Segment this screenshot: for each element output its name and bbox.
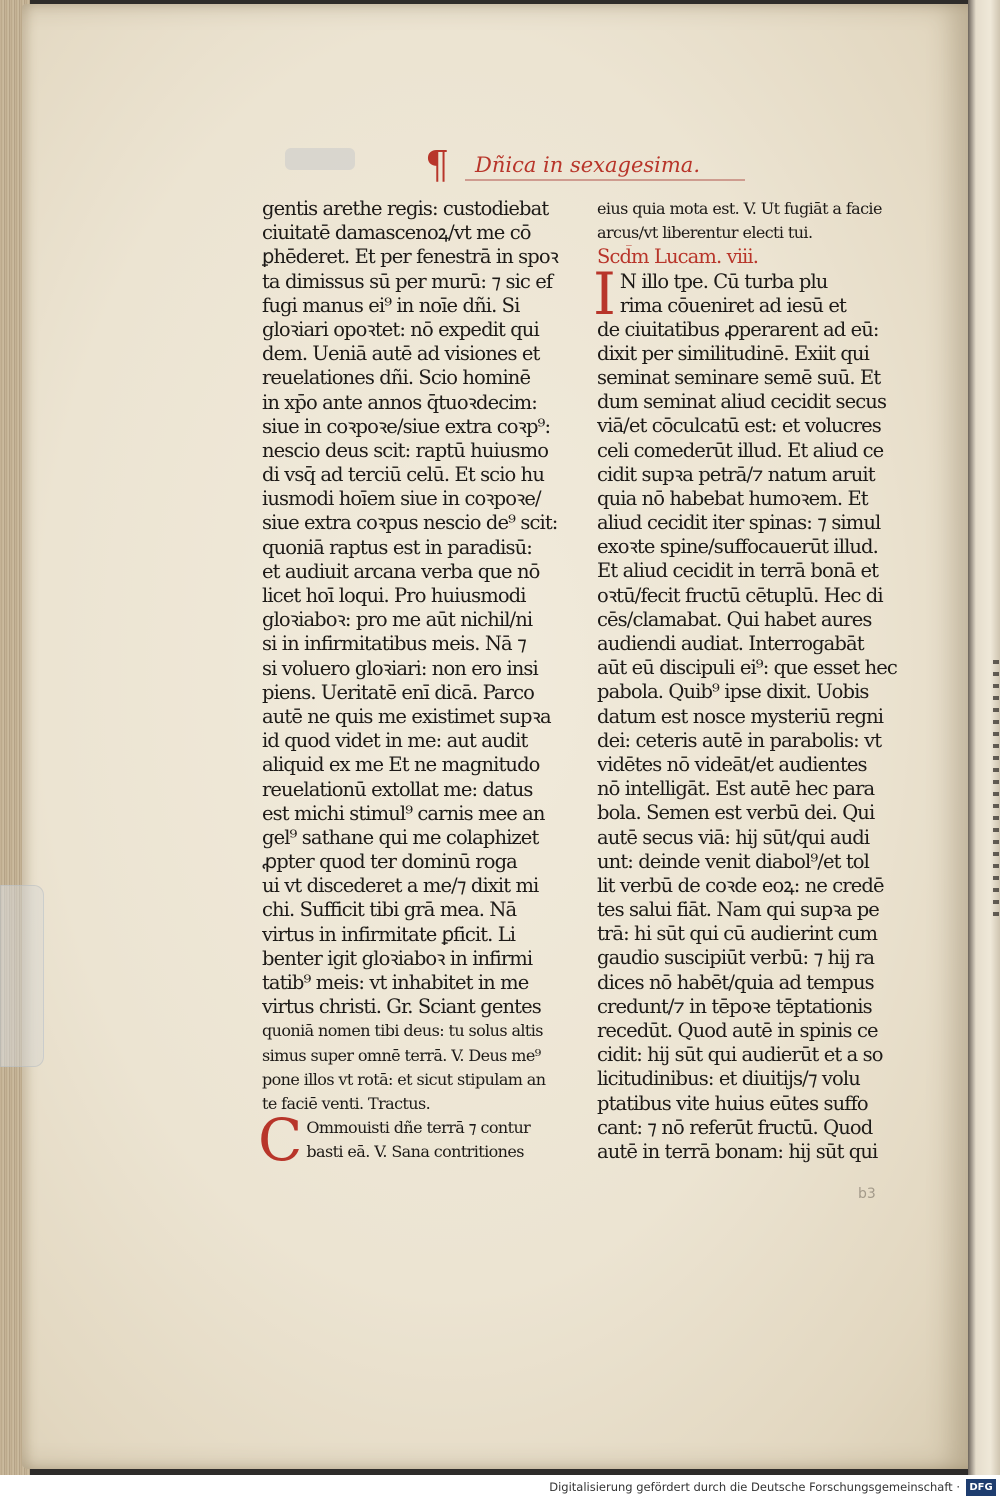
text-line: licet hoī loqui. Pro huiusmodi	[262, 584, 526, 607]
text-line: pabola. Quib⁹ ipse dixit. Uobis	[597, 680, 869, 704]
text-line: ta dimissus sū per murū: ⁊ sic ef	[262, 269, 553, 293]
footer-credit: Digitalisierung gefördert durch die Deutsche Forschungsgemeinschaft ·	[549, 1480, 960, 1494]
drop-cap-initial: I	[593, 259, 616, 328]
antiphon-line: quoniā nomen tibi deus: tu solus altis	[262, 1021, 543, 1041]
header-title: Dñica in sexagesima.	[475, 153, 700, 177]
text-line: siue extra coꝛpus nescio de⁹ scit:	[262, 511, 558, 535]
text-line: vidētes nō videāt/et audientes	[597, 752, 867, 776]
text-line: licitudinibus: et diuitijs/⁊ volu	[597, 1067, 860, 1091]
text-line: iusmodi hoīem siue in coꝛpoꝛe/	[262, 487, 541, 511]
verse-line: eius quia mota est. V. Ut fugiāt a facie	[597, 199, 882, 218]
text-line: cidit: hij sūt qui audierūt et a so	[597, 1043, 883, 1067]
text-line: si voluero gloꝛiari: non ero insi	[262, 656, 538, 680]
text-line: dem. Ueniā autē ad visiones et	[262, 342, 540, 366]
text-line: audiendi audiat. Interrogabāt	[597, 632, 864, 655]
text-line: ꝑhēderet. Et per fenestrā in spoꝛ	[262, 245, 559, 269]
footer-bar	[0, 1475, 1000, 1501]
text-line: cidit supꝛa petrā/⁊ natum aruit	[597, 462, 875, 486]
verse-line: arcus/vt liberentur electi tui.	[597, 223, 813, 243]
running-header	[425, 145, 745, 190]
text-line: benter igit gloꝛiaboꝛ in infirmi	[262, 946, 533, 970]
text-line: gloꝛiaboꝛ: pro me aūt nichil/ni	[262, 608, 533, 632]
antiphon-line: te faciē venti. Tractus.	[262, 1093, 431, 1113]
text-line: tatib⁹ meis: vt inhabitet in me	[262, 971, 529, 994]
text-line: gel⁹ sathane qui me colaphizet	[262, 825, 539, 849]
text-line: oꝛtū/fecit fructū cētuplū. Hec di	[597, 583, 883, 607]
text-line: siue in coꝛpoꝛe/siue extra coꝛp⁹:	[262, 414, 551, 438]
text-line: ui vt discederet a me/⁊ dixit mi	[262, 874, 539, 898]
text-line: de ciuitatibus ꝓperarent ad eū:	[597, 317, 879, 341]
right-text-column	[593, 197, 912, 1164]
text-line: tes salui fiāt. Nam qui supꝛa pe	[597, 898, 879, 922]
facing-page-text-fragment	[993, 660, 999, 920]
text-line: virtus in infirmitate ꝑficit. Li	[262, 922, 516, 946]
text-line: reuelationū extollat me: datus	[262, 777, 533, 801]
text-line: recedūt. Quod autē in spinis ce	[597, 1019, 878, 1042]
text-line: gaudio suscipiūt verbū: ⁊ hij ra	[597, 946, 875, 970]
text-line: id quod videt in me: aut audit	[262, 729, 528, 753]
text-line: trā: hi sūt qui cū audierint cum	[597, 922, 878, 946]
text-line: credunt/⁊ in tēpoꝛe tēptationis	[597, 994, 872, 1018]
text-line: autē ne quis me existimet supꝛa	[262, 704, 551, 728]
text-line: si in infirmitatibus meis. Nā ⁊	[262, 632, 526, 656]
pilcrow-icon: ¶	[425, 143, 450, 187]
text-line: nō intelligāt. Est autē hec para	[597, 777, 875, 801]
text-line: aliquid ex me Et ne magnitudo	[262, 753, 540, 777]
text-line: exoꝛte spine/suffocauerūt illud.	[597, 535, 878, 559]
text-line: gloꝛiari opoꝛtet: nō expedit qui	[262, 317, 539, 341]
text-line: dei: ceteris autē in parabolis: vt	[597, 728, 882, 752]
text-line: ptatibus vite huius eūtes suffo	[597, 1091, 868, 1115]
text-line: lit verbū de coꝛde eoꝝ: ne credē	[597, 873, 884, 897]
text-line: cēs/clamabat. Qui habet aures	[597, 607, 872, 631]
drop-cap-initial: C	[258, 1106, 303, 1175]
text-line: ꝓpter quod ter dominū roga	[262, 850, 517, 874]
text-line: in xp̄o ante annos q̄tuoꝛdecim:	[262, 390, 537, 414]
text-line: di vsq̄ ad terciū celū. Et scio hu	[262, 463, 544, 487]
text-line: seminat seminare semē suū. Et	[597, 365, 881, 389]
tract-line: basti eā. V. Sana contritiones	[306, 1142, 524, 1162]
header-underline	[465, 179, 745, 181]
text-line: celi comederūt illud. Et aliud ce	[597, 438, 884, 462]
text-line: aūt eū discipuli ei⁹: que esset hec	[597, 656, 897, 680]
text-line: piens. Ueritatē enī dicā. Parco	[262, 680, 534, 704]
text-line: dices nō habēt/quia ad tempus	[597, 970, 874, 994]
text-line: dixit per similitudinē. Exiit qui	[597, 341, 869, 365]
tract-line: Ommouisti dñe terrā ⁊ contur	[306, 1118, 531, 1138]
text-line: quia nō habebat humoꝛem. Et	[597, 486, 868, 510]
gospel-heading: Scd̄m Lucam. viii.	[597, 245, 759, 269]
text-line: gentis arethe regis: custodiebat	[262, 197, 549, 220]
text-line: autē secus viā: hij sūt/qui audi	[597, 825, 870, 849]
text-line: cant: ⁊ nō referūt fructū. Quod	[597, 1115, 873, 1139]
initial-block	[593, 259, 912, 328]
text-line: bola. Semen est verbū dei. Qui	[597, 801, 875, 825]
text-line: datum est nosce mysteriū regni	[597, 704, 884, 728]
antiphon-line: pone illos vt rotā: et sicut stipulam an	[262, 1069, 546, 1089]
text-line: ciuitatē damascenoꝝ/vt me cō	[262, 221, 531, 245]
text-line: chi. Sufficit tibi grā mea. Nā	[262, 898, 517, 922]
text-line: N illo tpe. Cū turba plu	[619, 269, 828, 293]
text-line: autē in terrā bonam: hij sūt qui	[597, 1139, 878, 1163]
text-line: Et aliud cecidit in terrā bonā et	[597, 559, 879, 583]
text-line: est michi stimul⁹ carnis mee an	[262, 801, 545, 825]
text-line: rima cōueniret ad iesū et	[619, 293, 846, 317]
text-line: et audiuit arcana verba que nō	[262, 559, 540, 583]
antiphon-line: simus super omnē terrā. V. Deus me⁹	[262, 1045, 541, 1065]
text-line: reuelationes dñi. Scio hominē	[262, 366, 531, 390]
dfg-logo: DFG	[966, 1479, 996, 1496]
text-line: virtus christi. Gr. Sciant gentes	[262, 995, 541, 1019]
text-line: unt: deinde venit diabol⁹/et tol	[597, 849, 869, 873]
page-signature: b3	[858, 1186, 876, 1202]
page-stain	[285, 148, 355, 170]
text-line: fugi manus ei⁹ in noīe dñi. Si	[262, 293, 520, 317]
text-line: quoniā raptus est in paradisū:	[262, 535, 532, 559]
initial-block	[258, 1106, 580, 1175]
left-text-column	[258, 197, 580, 1175]
text-line: dum seminat aliud cecidit secus	[597, 390, 887, 414]
text-line: viā/et cōculcatū est: et volucres	[597, 414, 881, 438]
text-line: nescio deus scit: raptū huiusmo	[262, 438, 549, 462]
text-line: aliud cecidit iter spinas: ⁊ simul	[597, 511, 881, 535]
page-holder-clip	[0, 885, 44, 1067]
